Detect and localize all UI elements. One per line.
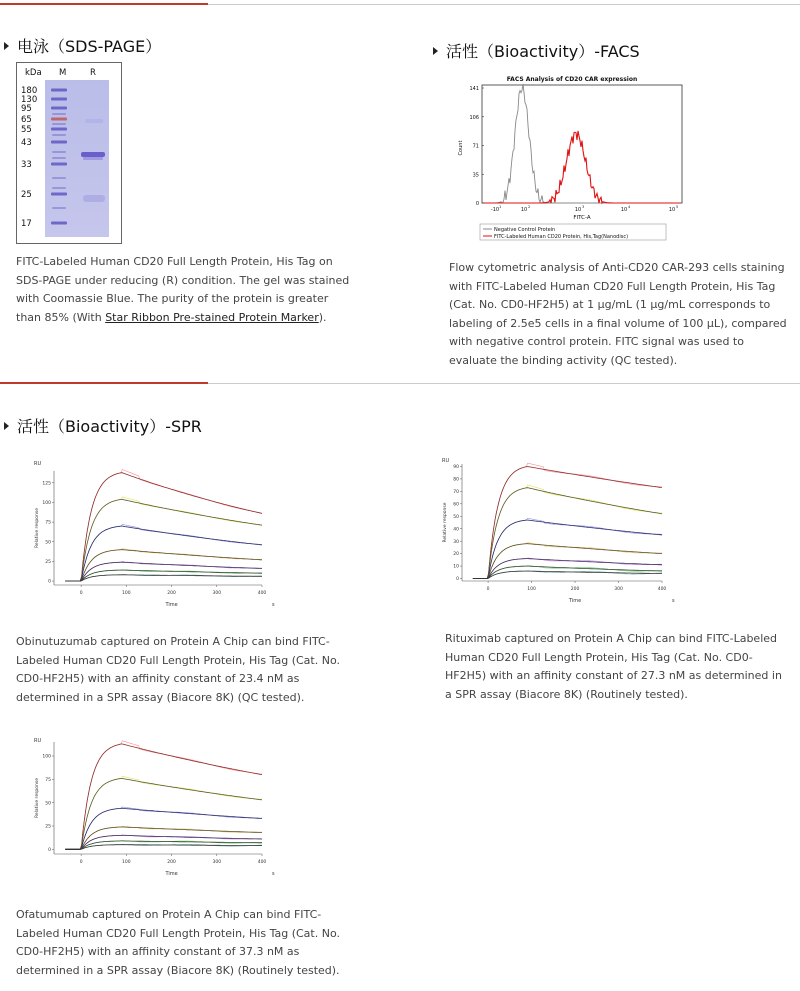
- facs-xtick: 10: [668, 207, 676, 213]
- r-lane-band: [83, 157, 103, 160]
- spr-ytick: 25: [45, 824, 51, 830]
- spr-series-line: [65, 562, 262, 581]
- spr-xtick: 300: [614, 587, 623, 592]
- facs-ytick: 0: [475, 201, 479, 207]
- facs-xtick: 10: [520, 207, 528, 213]
- spr-ytick: 60: [453, 502, 459, 508]
- marker-label-33: 33: [21, 160, 32, 170]
- marker-band: [51, 163, 67, 166]
- kda-label: kDa: [25, 68, 42, 78]
- legend-negative-label: Negative Control Protein: [494, 227, 556, 233]
- spr-ylabel: Relative response: [35, 507, 40, 549]
- facs-xtick-exp: 5: [676, 205, 679, 209]
- marker-band: [51, 89, 67, 92]
- facs-xtick: 10: [620, 207, 628, 213]
- facs-xlabel: FITC-A: [573, 215, 591, 221]
- lane-m-label: M: [59, 68, 67, 78]
- marker-band: [51, 222, 67, 225]
- marker-label-43: 43: [21, 138, 32, 148]
- spr-ytick: 25: [45, 560, 51, 566]
- facs-ytick: 35: [472, 172, 479, 179]
- spr-ytick: 90: [453, 465, 459, 471]
- marker-band: [52, 187, 66, 189]
- spr-xtick: 400: [657, 587, 667, 592]
- spr-xtick: 200: [570, 587, 580, 592]
- spr-series-line: [473, 467, 662, 579]
- spr-xunit: s: [272, 602, 275, 608]
- spr-series-line: [473, 520, 662, 578]
- facs-ylabel: Count: [458, 140, 464, 156]
- facs-xtick: 10: [574, 207, 582, 213]
- spr-xtick: 200: [167, 591, 176, 596]
- marker-band: [51, 107, 67, 110]
- spr-ru-label: RU: [34, 461, 42, 467]
- marker-label-95: 95: [21, 104, 32, 114]
- marker-band: [52, 207, 66, 209]
- spr-ytick: 125: [42, 481, 51, 487]
- spr-title: 活性（Bioactivity）-SPR: [17, 417, 202, 436]
- facs-ytick: 106: [469, 114, 479, 121]
- spr-ytick: 75: [45, 777, 51, 783]
- spr-ru-label: RU: [34, 738, 42, 744]
- spr-xtick: 300: [212, 860, 222, 865]
- marker-band: [52, 157, 66, 159]
- marker-band: [51, 141, 67, 144]
- facs-ytick: 141: [469, 86, 479, 92]
- spr-xtick: 100: [122, 860, 131, 865]
- facs-chart-title: FACS Analysis of CD20 CAR expression: [506, 76, 638, 83]
- facs-xtick-exp: 2: [528, 205, 531, 209]
- bullet-icon: [4, 42, 9, 50]
- marker-band: [51, 98, 67, 101]
- marker-label-25: 25: [21, 190, 32, 200]
- marker-band: [51, 128, 67, 131]
- spr-series-line: [65, 575, 262, 581]
- sds-page-heading: [4, 34, 161, 57]
- bullet-icon: [4, 422, 9, 430]
- spr-ru-label: RU: [442, 458, 450, 464]
- sds-title: 电泳（SDS-PAGE）: [17, 37, 162, 56]
- spr-ytick: 70: [453, 489, 459, 495]
- spr-caption-rituximab: Rituximab captured on Protein A Chip can bind FITC-Labeled Human CD20 Full Length Protein, His Tag (Cat. No. CD0-HF2H5) with an affinity constant of 27.3 nM as determined in a SPR assay (Biacore 8K) (Routinely tested).: [445, 632, 782, 701]
- marker-band: [52, 113, 66, 115]
- sds-caption: [16, 253, 356, 327]
- spr-ytick: 40: [453, 527, 459, 533]
- spr-xtick: 100: [122, 591, 131, 596]
- spr-xtick: 400: [257, 860, 267, 865]
- marker-label-17: 17: [21, 219, 32, 229]
- marker-band: [52, 151, 66, 153]
- spr-fit-line: [489, 463, 663, 573]
- spr-caption-obinutuzumab: Obinutuzumab captured on Protein A Chip can bind FITC-Labeled Human CD20 Full Length Protein, His Tag (Cat. No. CD0-HF2H5) with an affinity constant of 23.4 nM as determined in a SPR assay (Biacore 8K) (QC tested).: [16, 635, 340, 704]
- spr-series-line: [473, 559, 662, 579]
- spr-ytick: 75: [45, 520, 51, 526]
- marker-band: [51, 118, 67, 121]
- marker-label-55: 55: [21, 125, 32, 135]
- spr-ytick: 100: [42, 501, 51, 507]
- spr-fit-line: [82, 497, 262, 578]
- spr-xunit: s: [272, 871, 275, 877]
- facs-heading: [433, 39, 640, 62]
- spr-series-line: [65, 473, 262, 581]
- spr-xtick: 100: [527, 587, 536, 592]
- marker-label-180: 180: [21, 86, 38, 96]
- spr-ytick: 30: [453, 539, 459, 545]
- facs-title: 活性（Bioactivity）-FACS: [446, 42, 640, 61]
- spr-ylabel: Relative response: [443, 502, 448, 543]
- spr-heading: [4, 414, 202, 437]
- spr-ytick: 50: [453, 514, 459, 520]
- facs-positive-series: [484, 131, 680, 203]
- marker-label-65: 65: [21, 115, 32, 125]
- marker-band: [51, 193, 67, 196]
- spr-ytick: 0: [456, 577, 459, 583]
- sds-caption-end: ).: [318, 310, 327, 324]
- spr-ytick: 80: [453, 477, 459, 483]
- spr-ytick: 0: [48, 579, 51, 585]
- spr-xtick: 300: [212, 591, 222, 596]
- r-lane-band: [83, 195, 105, 202]
- spr-xlabel: Time: [165, 602, 178, 608]
- spr-ylabel: Relative response: [35, 777, 40, 819]
- sds-gel-image: [16, 62, 122, 244]
- facs-xtick-exp: 3: [582, 205, 585, 209]
- spr-caption-ofatumumab: Ofatumumab captured on Protein A Chip can bind FITC-Labeled Human CD20 Full Length Protein, His Tag (Cat. No. CD0-HF2H5) with an affinity constant of 37.3 nM as determined in a SPR assay (Biacore 8K) (Routinely tested).: [16, 908, 340, 977]
- facs-xtick: -10: [490, 207, 500, 213]
- spr-xunit: s: [672, 598, 675, 604]
- spr-ytick: 50: [45, 540, 51, 546]
- marker-band: [52, 177, 66, 179]
- facs-ytick: 71: [472, 143, 479, 150]
- sds-caption-text: FITC-Labeled Human CD20 Full Length Protein, His Tag on SDS-PAGE under reducing (R) condition. The gel was stained with Coomassie Blue. The purity of the protein is greater than 85% (With: [16, 255, 350, 324]
- spr-ytick: 10: [453, 564, 459, 570]
- r-lane-main-band: [81, 152, 105, 157]
- spr-xlabel: Time: [568, 598, 582, 604]
- marker-label-130: 130: [21, 95, 38, 105]
- facs-chart: [452, 72, 692, 242]
- spr-series-line: [473, 571, 662, 578]
- spr-ytick: 0: [48, 847, 51, 853]
- spr-series-line: [65, 499, 262, 581]
- spr-xtick: 0: [79, 860, 83, 865]
- spr-xtick: 0: [486, 587, 490, 592]
- spr-xtick: 200: [167, 860, 176, 865]
- spr-ytick: 50: [45, 801, 51, 807]
- spr-xtick: 400: [257, 591, 267, 596]
- r-lane-band: [85, 119, 103, 123]
- spr-ytick: 100: [42, 754, 51, 760]
- bullet-icon: [433, 47, 438, 55]
- section-divider: [0, 383, 800, 384]
- spr-series-line: [65, 845, 262, 850]
- spr-fit-line: [82, 469, 262, 576]
- spr-ytick: 20: [453, 552, 459, 558]
- facs-caption: Flow cytometric analysis of Anti-CD20 CAR-293 cells staining with FITC-Labeled Human CD20 Full Length Protein, His Tag (Cat. No. CD0-HF2H5) at 1 μg/mL (1 μg/mL corresponds to labeling of 2.5e5 cells in a final volume of 100 μL), compared with negative control protein. FITC signal was used to evaluate the binding activity (QC tested).: [449, 261, 787, 367]
- marker-band: [52, 134, 66, 136]
- top-divider: [0, 4, 800, 5]
- spr-chart-ofatumumab: [30, 732, 275, 884]
- facs-xtick-exp: 4: [628, 205, 631, 209]
- protein-marker-link[interactable]: Star Ribbon Pre-stained Protein Marker: [105, 310, 319, 324]
- spr-xtick: 0: [79, 591, 83, 596]
- spr-chart-obinutuzumab: [30, 455, 275, 610]
- marker-band: [52, 123, 66, 125]
- facs-xtick-exp: 1: [499, 205, 502, 209]
- spr-xlabel: Time: [165, 871, 178, 877]
- spr-chart-rituximab: [438, 452, 675, 604]
- lane-r-label: R: [90, 68, 96, 78]
- legend-positive-label: FITC-Labeled Human CD20 Protein, His,Tag(Nanodisc): [494, 234, 629, 240]
